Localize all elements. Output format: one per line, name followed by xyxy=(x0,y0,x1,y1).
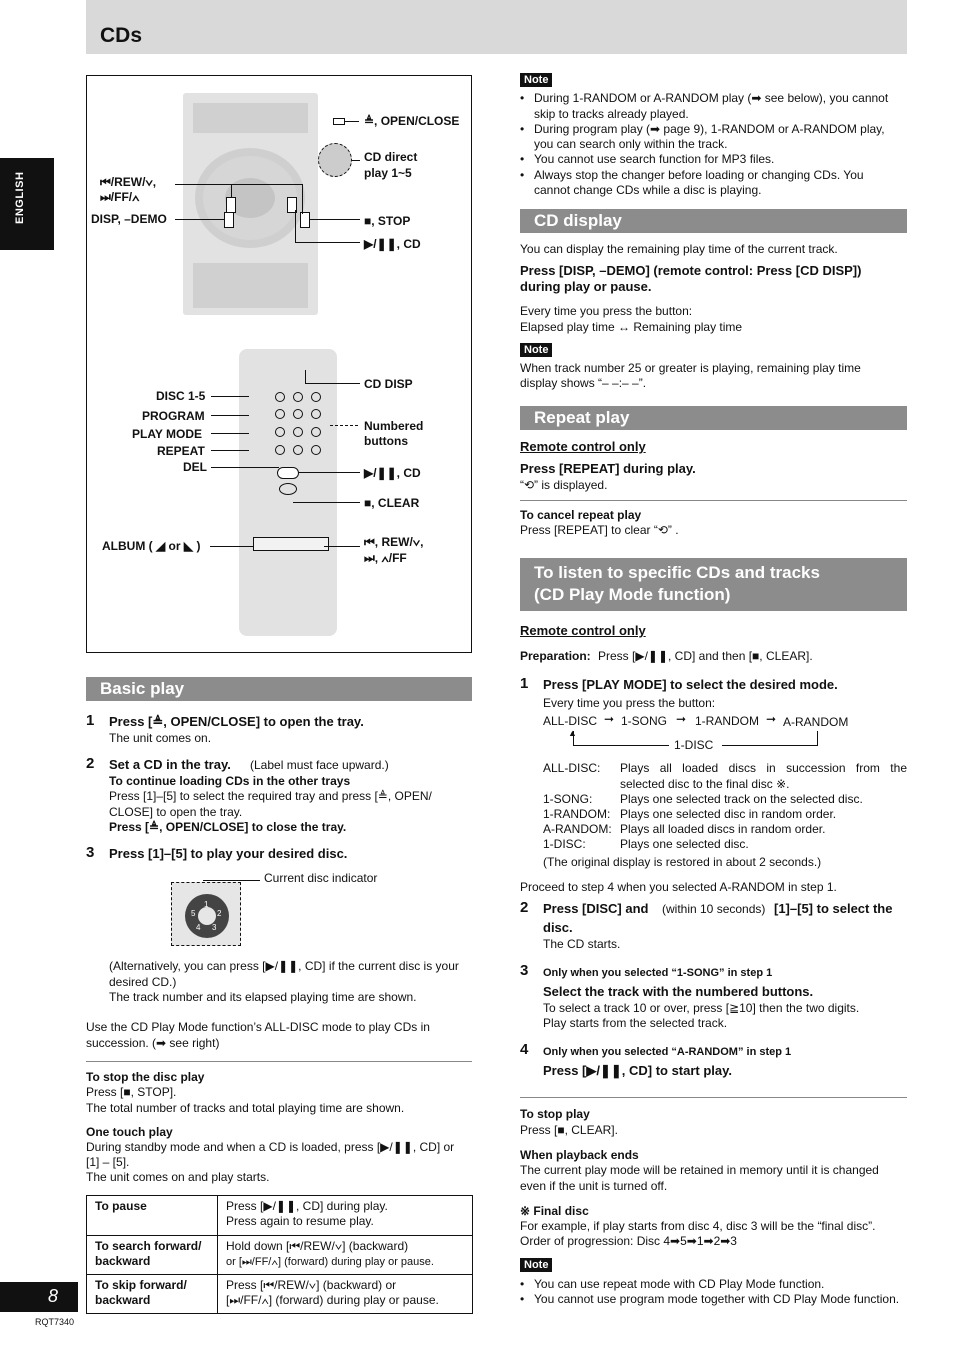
label-disp-demo: DISP, –DEMO xyxy=(91,212,167,226)
label-rew: ⏮/REW/∨, xyxy=(100,175,157,189)
mode-step1: Press [PLAY MODE] to select the desired mode. xyxy=(543,677,838,692)
step3-text: Press [1]–[5] to play your desired disc. xyxy=(109,846,348,861)
label-ff: ⏭/FF/∧ xyxy=(100,190,140,204)
svg-text:3: 3 xyxy=(212,923,217,932)
playback-ends-heading: When playback ends xyxy=(520,1148,639,1162)
document-code: RQT7340 xyxy=(35,1317,75,1327)
one-touch-heading: One touch play xyxy=(86,1125,173,1139)
label-stop: ■, STOP xyxy=(364,214,411,228)
def-key: ALL-DISC: xyxy=(543,761,601,775)
def-key: 1-DISC: xyxy=(543,837,586,851)
step2-note: (Label must face upward.) xyxy=(250,758,389,772)
label-play-cd-remote: ▶/❚❚, CD xyxy=(364,466,421,480)
cd-display-text2: Every time you press the button: xyxy=(520,304,693,318)
disc-indicator-icon xyxy=(172,883,242,947)
def-value: Plays all loaded discs in random order. xyxy=(620,822,826,836)
mode-step2c: [1]–[5] to select the xyxy=(774,901,893,916)
alt-text1: (Alternatively, you can press [▶/❚❚, CD] if the current disc is your xyxy=(109,959,459,973)
repeat-remote-only: Remote control only xyxy=(520,439,646,454)
def-key: A-RANDOM: xyxy=(543,822,612,836)
mode-step3-text1: To select a track 10 or over, press [≧10] then the two digits. xyxy=(543,1001,860,1015)
remote-illustration xyxy=(239,349,337,636)
bullet: • xyxy=(520,152,525,166)
repeat-bold: Press [REPEAT] during play. xyxy=(520,461,696,476)
mode-step3: Select the track with the numbered buttons. xyxy=(543,984,814,999)
rew-button xyxy=(226,197,236,213)
step-number: 3 xyxy=(86,844,95,861)
page-title: CDs xyxy=(100,24,143,47)
note-line: During 1-RANDOM or A-RANDOM play (➡ see below), you cannot xyxy=(534,91,889,105)
final-disc-heading: ※ Final disc xyxy=(520,1204,589,1218)
def-value: Plays all loaded discs in succession from the xyxy=(620,761,907,775)
page-number: 8 xyxy=(48,1286,59,1306)
mode-step1-sub: Every time you press the button: xyxy=(543,696,716,710)
def-key: 1-SONG: xyxy=(543,792,593,806)
stop-text2: The total number of tracks and total playing time are shown. xyxy=(86,1101,405,1115)
table-cell: Press [⏮/REW/∨] (backward) or [⏭/FF/∧] (forward) during play or pause. xyxy=(218,1275,473,1314)
flow-up-arrow: ▲ xyxy=(568,728,577,738)
def-key: 1-RANDOM: xyxy=(543,807,611,821)
cd-display-bold1: Press [DISP, –DEMO] (remote control: Press [CD DISP]) xyxy=(520,263,862,278)
operations-table xyxy=(86,1195,473,1314)
mode-step4: Press [▶/❚❚, CD] to start play. xyxy=(543,1063,733,1078)
cancel-repeat-text: Press [REPEAT] to clear “⟲” . xyxy=(520,523,679,537)
repeat-title: Repeat play xyxy=(534,408,630,427)
step-number: 2 xyxy=(520,899,529,916)
note-line: During program play (➡ page 9), 1-RANDOM or A-RANDOM play, xyxy=(534,122,885,136)
def-value: Plays one selected disc in random order. xyxy=(620,807,837,821)
mode-step3-cond: Only when you selected “1-SONG” in step 1 xyxy=(543,967,773,979)
def-value: selected disc to the final disc ※. xyxy=(620,777,790,791)
arrow-icon: ➞ xyxy=(766,712,777,726)
label-program: PROGRAM xyxy=(142,409,205,423)
playback-ends-text2: even if the unit is turned off. xyxy=(520,1179,668,1193)
table-cell: To search forward/ backward xyxy=(87,1236,218,1275)
table-cell: Hold down [⏮/REW/∨] (backward) or [⏭/FF/∧] (forward) during play or pause. xyxy=(218,1236,473,1275)
note-line: you can search only within the track. xyxy=(534,137,728,151)
svg-text:4: 4 xyxy=(196,923,201,932)
label-buttons: buttons xyxy=(364,434,408,448)
one-touch-text2: [1] – [5]. xyxy=(86,1155,130,1169)
table-row xyxy=(87,1196,473,1236)
restore-text: (The original display is restored in about 2 seconds.) xyxy=(543,855,822,869)
arrow-icon: ➞ xyxy=(676,712,687,726)
cd-display-text: You can display the remaining play time of the current track. xyxy=(520,242,838,256)
table-cell: To pause xyxy=(87,1196,218,1236)
cd-direct-dial xyxy=(318,143,352,177)
label-disc15: DISC 1-5 xyxy=(156,389,206,403)
indicator-label: Current disc indicator xyxy=(264,871,378,885)
cd-display-text3: Elapsed play time ↔ Remaining play time xyxy=(520,320,743,334)
cancel-repeat-heading: To cancel repeat play xyxy=(520,508,642,522)
label-cd-direct-2: play 1~5 xyxy=(364,166,412,180)
def-value: Plays one selected disc. xyxy=(620,837,749,851)
cd-display-note2: display shows “– –:– –”. xyxy=(520,376,647,390)
cd-display-title: CD display xyxy=(534,211,622,230)
label-del: DEL xyxy=(183,460,207,474)
page-number-box xyxy=(0,1282,78,1312)
language-label: ENGLISH xyxy=(14,171,26,224)
step1-sub: The unit comes on. xyxy=(109,731,212,745)
svg-text:2: 2 xyxy=(217,909,222,918)
note-line: You cannot use program mode together with CD Play Mode function. xyxy=(534,1292,900,1306)
table-row xyxy=(87,1236,473,1275)
label-ff-remote: ⏭, ∧/FF xyxy=(364,551,407,565)
mode-step2-sub: The CD starts. xyxy=(543,937,621,951)
bullet: • xyxy=(520,122,525,136)
step2-heading: To continue loading CDs in the other trays xyxy=(109,774,351,788)
mode-step4-cond: Only when you selected “A-RANDOM” in step 1 xyxy=(543,1046,792,1058)
remote-number-grid xyxy=(249,387,327,467)
label-album: ALBUM ( ◢ or ◣ ) xyxy=(102,539,201,553)
one-touch-text1: During standby mode and when a CD is loaded, press [▶/❚❚, CD] or xyxy=(86,1140,455,1154)
label-play-cd: ▶/❚❚, CD xyxy=(364,237,421,251)
step2-text2: CLOSE] to open the tray. xyxy=(109,805,243,819)
note-tag: Note xyxy=(520,73,552,87)
preparation-label: Preparation: xyxy=(520,649,591,663)
stop-play-text: Press [■, CLEAR]. xyxy=(520,1123,618,1137)
proceed-text: Proceed to step 4 when you selected A-RANDOM in step 1. xyxy=(520,880,837,894)
alt-text3: The track number and its elapsed playing time are shown. xyxy=(109,990,417,1004)
flow-all-disc: ALL-DISC xyxy=(543,714,598,728)
mode-step2b: (within 10 seconds) xyxy=(662,902,766,916)
flow-a-random: A-RANDOM xyxy=(783,715,849,729)
divider xyxy=(86,1061,472,1062)
cd-display-bold2: during play or pause. xyxy=(520,279,652,294)
repeat-displayed: “⟲” is displayed. xyxy=(520,478,608,492)
language-tab xyxy=(0,158,54,250)
label-rew-remote: ⏮, REW/∨, xyxy=(364,535,424,549)
mode-step2d: disc. xyxy=(543,920,573,935)
step-number: 2 xyxy=(86,755,95,772)
note-line: cannot change CDs while a disc is playing. xyxy=(534,183,762,197)
stop-play-heading: To stop play xyxy=(520,1107,590,1121)
step2-text3: Press [≜, OPEN/CLOSE] to close the tray. xyxy=(109,820,347,834)
stop-text1: Press [■, STOP]. xyxy=(86,1085,177,1099)
label-cd-direct: CD direct xyxy=(364,150,418,164)
step-number: 1 xyxy=(520,675,529,692)
bullet: • xyxy=(520,1292,525,1306)
label-cd-disp: CD DISP xyxy=(364,377,413,391)
note-tag: Note xyxy=(520,1258,552,1272)
flow-1-random: 1-RANDOM xyxy=(695,714,760,728)
step-number: 1 xyxy=(86,712,95,729)
label-repeat: REPEAT xyxy=(157,444,205,458)
note-tag: Note xyxy=(520,343,552,357)
mode-step3-text2: Play starts from the selected track. xyxy=(543,1016,728,1030)
table-cell: Press [▶/❚❚, CD] during play. Press again to resume play. xyxy=(218,1196,473,1236)
preparation-text: Press [▶/❚❚, CD] and then [■, CLEAR]. xyxy=(598,649,813,663)
cd-display-note1: When track number 25 or greater is playing, remaining play time xyxy=(520,361,861,375)
note-line: skip to tracks already played. xyxy=(534,107,689,121)
note-line: Always stop the changer before loading or changing CDs. You xyxy=(534,168,864,182)
divider xyxy=(520,500,907,501)
arrow-icon: ➞ xyxy=(604,712,615,726)
step-number: 3 xyxy=(520,962,529,979)
bullet: • xyxy=(520,1277,525,1291)
final-disc-text1: For example, if play starts from disc 4, disc 3 will be the “final disc”. xyxy=(520,1219,876,1233)
flow-1-song: 1-SONG xyxy=(621,714,668,728)
label-open-close: ≜, OPEN/CLOSE xyxy=(364,114,460,128)
one-touch-text3: The unit comes on and play starts. xyxy=(86,1170,270,1184)
label-play-mode: PLAY MODE xyxy=(132,427,203,441)
final-disc-text2: Order of progression: Disc 4➡5➡1➡2➡3 xyxy=(520,1234,737,1248)
table-row xyxy=(87,1275,473,1314)
stop-button xyxy=(300,212,310,228)
playback-ends-text1: The current play mode will be retained in memory until it is changed xyxy=(520,1163,879,1177)
title-bar xyxy=(86,0,907,54)
use-text2: succession. (➡ see right) xyxy=(86,1036,220,1050)
table-cell: To skip forward/ backward xyxy=(87,1275,218,1314)
stop-heading: To stop the disc play xyxy=(86,1070,205,1084)
svg-text:5: 5 xyxy=(191,909,196,918)
bullet: • xyxy=(520,91,525,105)
step-number: 4 xyxy=(520,1041,529,1058)
alt-text2: desired CD.) xyxy=(109,975,177,989)
main-unit-illustration xyxy=(183,93,318,315)
disp-button xyxy=(224,212,234,228)
step2-text: Set a CD in the tray. xyxy=(109,757,231,772)
play-mode-title2: (CD Play Mode function) xyxy=(534,585,731,604)
use-text1: Use the CD Play Mode function’s ALL-DISC mode to play CDs in xyxy=(86,1020,430,1034)
basic-play-title: Basic play xyxy=(100,679,185,698)
bullet: • xyxy=(520,168,525,182)
step2-text1: Press [1]–[5] to select the required tray and press [≜, OPEN/ xyxy=(109,789,432,803)
label-clear: ■, CLEAR xyxy=(364,496,420,510)
mode-step2a: Press [DISC] and xyxy=(543,901,649,916)
mode-remote-only: Remote control only xyxy=(520,623,646,638)
divider xyxy=(520,1097,907,1098)
step1-text: Press [≜, OPEN/CLOSE] to open the tray. xyxy=(109,714,364,729)
label-numbered: Numbered xyxy=(364,419,424,433)
note-line: You can use repeat mode with CD Play Mode function. xyxy=(534,1277,825,1291)
open-close-button xyxy=(333,118,345,125)
svg-text:1: 1 xyxy=(204,900,209,909)
current-disc-indicator xyxy=(171,882,241,946)
flow-1-disc: 1-DISC xyxy=(674,738,714,752)
play-mode-title1: To listen to specific CDs and tracks xyxy=(534,563,820,582)
note-line: You cannot use search function for MP3 files. xyxy=(534,152,775,166)
def-value: Plays one selected track on the selected disc. xyxy=(620,792,863,806)
